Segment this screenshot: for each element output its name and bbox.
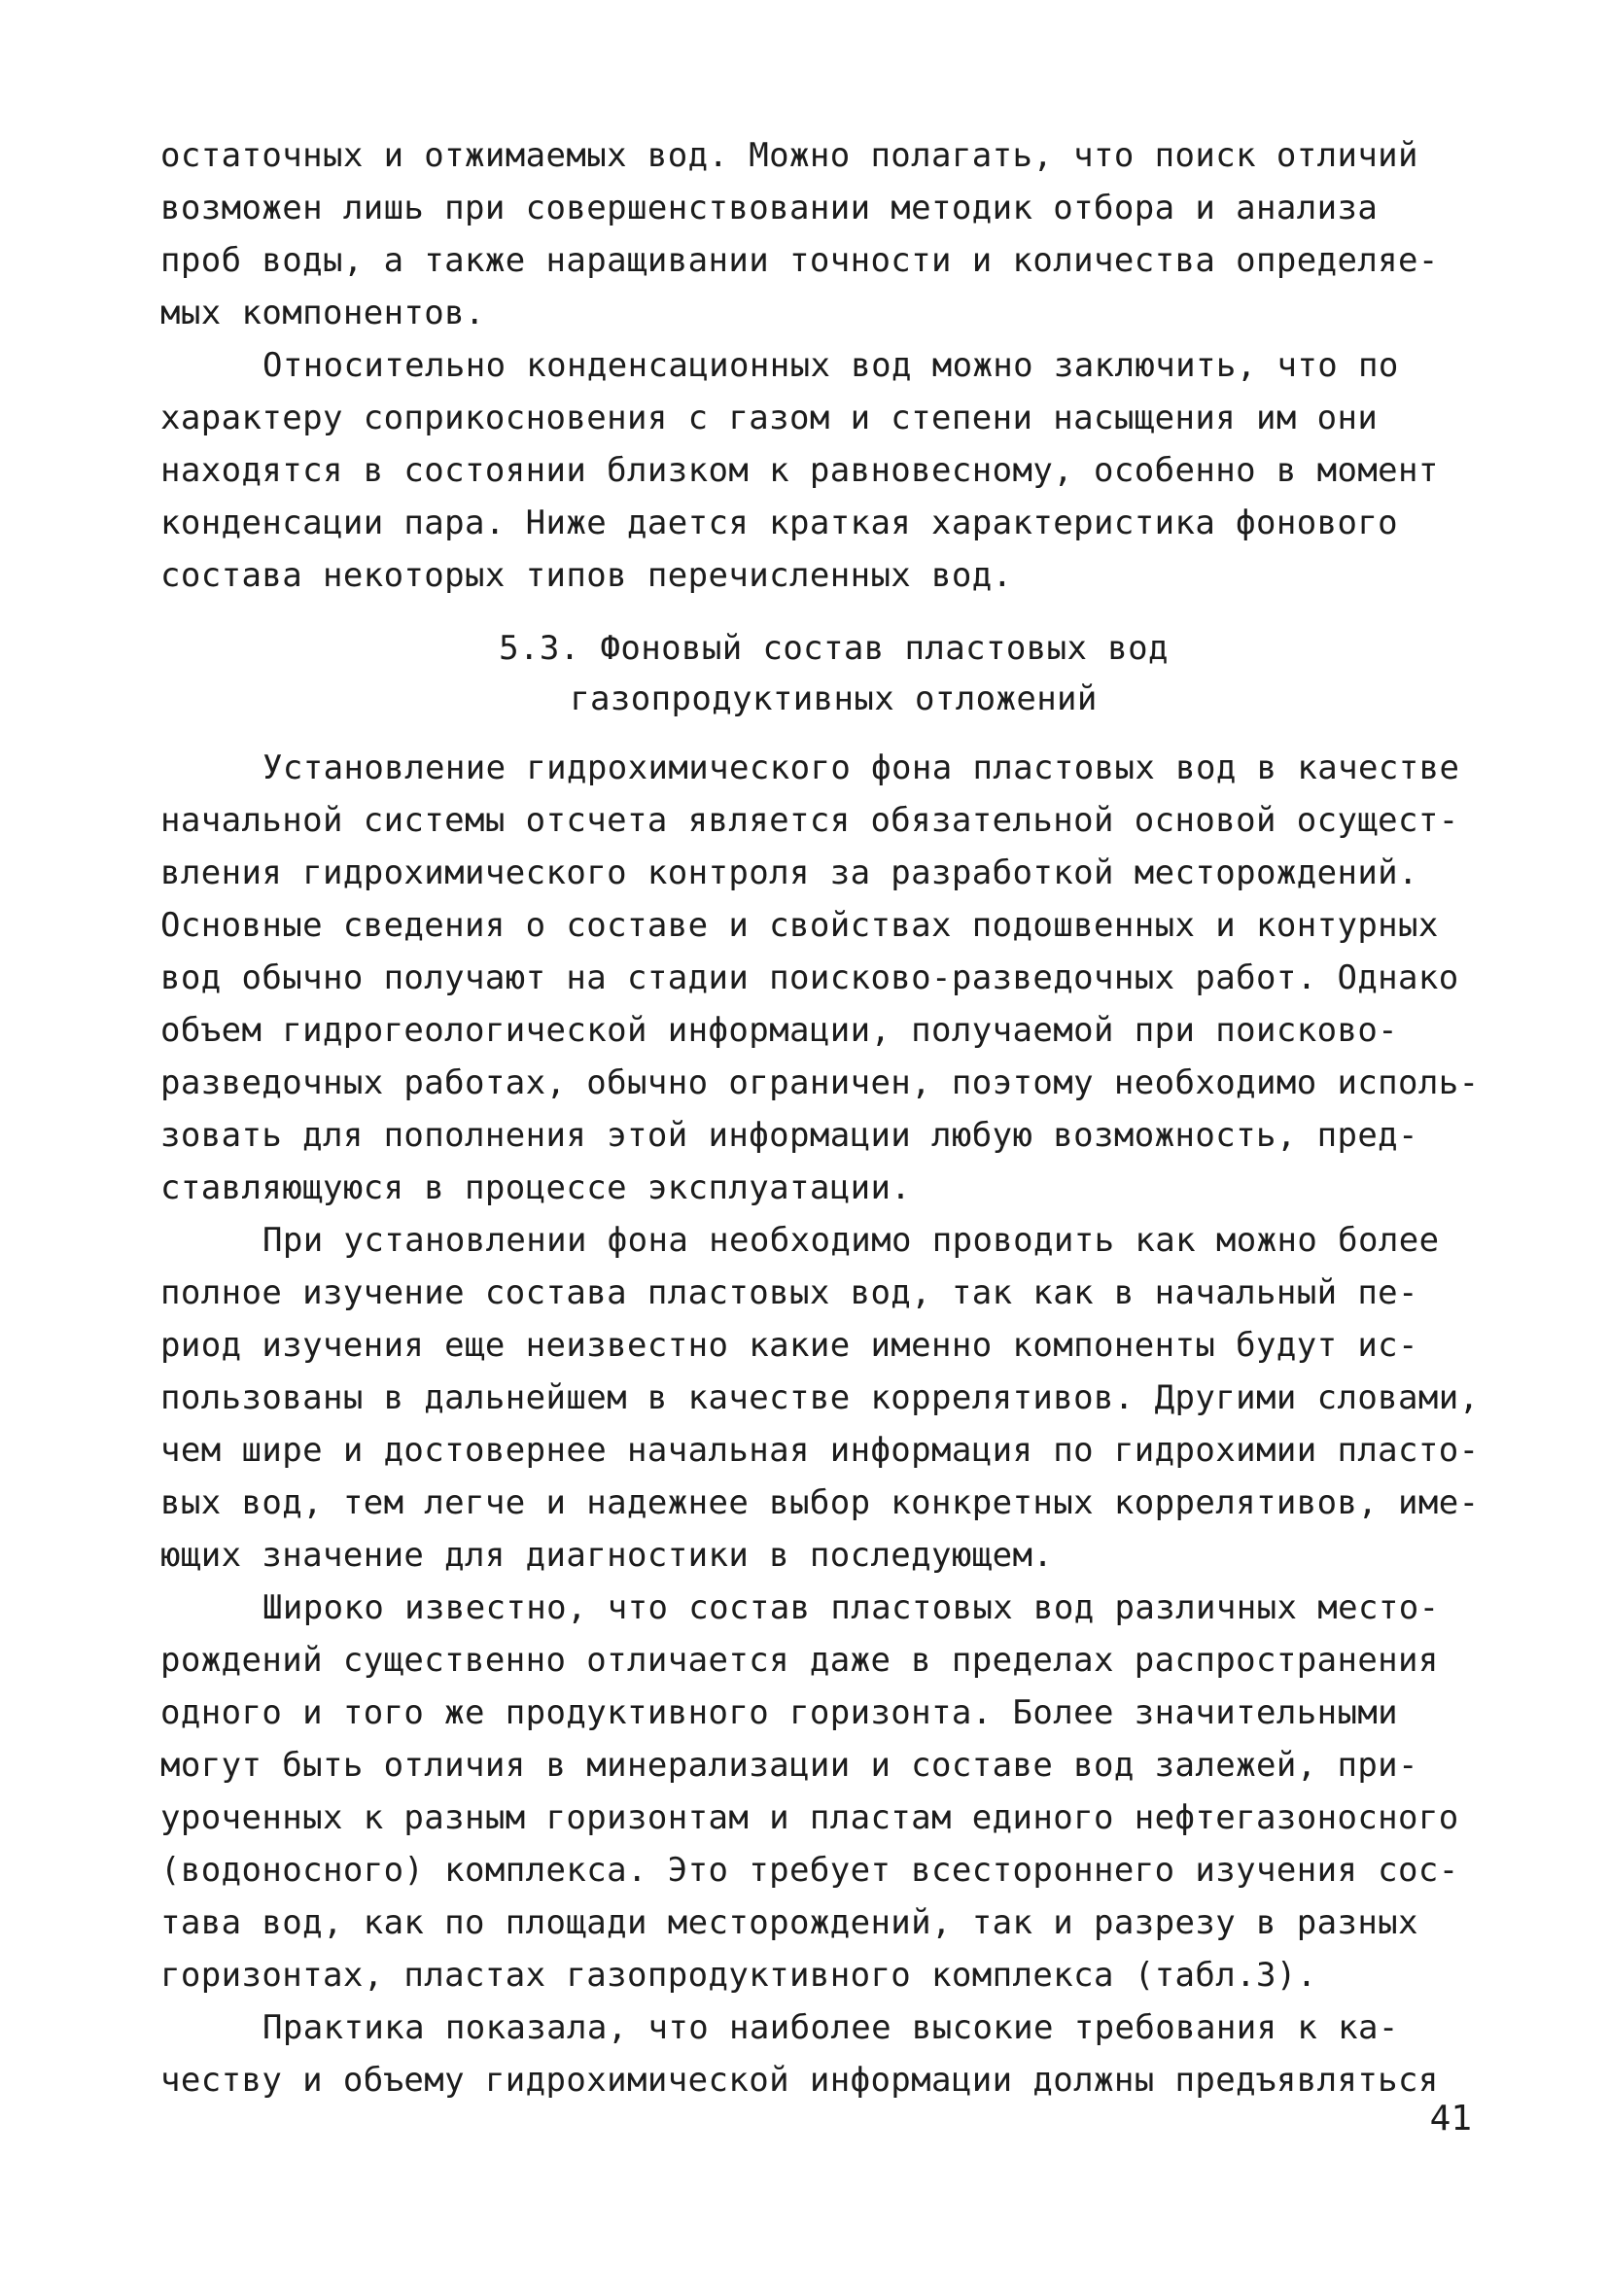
- text-line: При установлении фона необходимо проводить как можно более: [262, 1221, 1440, 1260]
- section-heading-line: 5.3. Фоновый состав пластовых вод: [499, 629, 1169, 668]
- text-line: рождений существенно отличается даже в пределах распространения: [160, 1641, 1439, 1680]
- text-line: мых компонентов.: [160, 294, 485, 332]
- text-line: конденсации пара. Ниже дается краткая характеристика фонового: [160, 504, 1399, 542]
- text-line: Широко известно, что состав пластовых вод различных место-: [262, 1588, 1440, 1627]
- text-line: уроченных к разным горизонтам и пластам единого нефтегазоносного: [160, 1798, 1459, 1837]
- page-number: 41: [1429, 2099, 1472, 2139]
- text-line: пользованы в дальнейшем в качестве коррелятивов. Другими словами,: [160, 1378, 1480, 1417]
- text-column: [160, 129, 1507, 2106]
- text-line: могут быть отличия в минерализации и составе вод залежей, при-: [160, 1746, 1418, 1785]
- text-line: полное изучение состава пластовых вод, так как в начальный пе-: [160, 1273, 1418, 1312]
- text-line: Практика показала, что наиболее высокие требования к ка-: [262, 2008, 1399, 2047]
- text-line: характеру соприкосновения с газом и степени насыщения им они: [160, 399, 1379, 437]
- paragraph: [160, 1214, 1507, 1582]
- intro-paragraph-tail: [160, 129, 1507, 339]
- text-line: объем гидрогеологической информации, получаемой при поисково-: [160, 1011, 1399, 1050]
- text-line: проб воды, а также наращивании точности и количества определяе-: [160, 241, 1439, 280]
- section-heading: [160, 623, 1507, 724]
- text-line: Основные сведения о составе и свойствах подошвенных и контурных: [160, 906, 1439, 945]
- text-line: находятся в состоянии близком к равновесному, особенно в момент: [160, 451, 1439, 490]
- text-line: (водоносного) комплекса. Это требует всестороннего изучения сос-: [160, 1851, 1459, 1890]
- text-line: остаточных и отжимаемых вод. Можно полагать, что поиск отличий: [160, 136, 1418, 175]
- text-line: риод изучения еще неизвестно какие именно компоненты будут ис-: [160, 1326, 1418, 1365]
- text-line: состава некоторых типов перечисленных вод.: [160, 556, 1013, 595]
- text-line: горизонтах, пластах газопродуктивного комплекса (табл.3).: [160, 1956, 1317, 1995]
- text-line: Относительно конденсационных вод можно заключить, что по: [262, 346, 1399, 385]
- paragraph: [160, 2001, 1507, 2106]
- text-line: разведочных работах, обычно ограничен, поэтому необходимо исполь-: [160, 1063, 1480, 1102]
- text-line: тава вод, как по площади месторождений, так и разрезу в разных: [160, 1903, 1418, 1942]
- text-line: честву и объему гидрохимической информации должны предъявляться: [160, 2061, 1439, 2100]
- text-line: Установление гидрохимического фона пластовых вод в качестве: [262, 748, 1460, 787]
- text-line: возможен лишь при совершенствовании методик отбора и анализа: [160, 189, 1379, 227]
- text-line: ющих значение для диагностики в последующем.: [160, 1536, 1054, 1575]
- text-line: одного и того же продуктивного горизонта. Более значительными: [160, 1693, 1399, 1732]
- text-line: вод обычно получают на стадии поисково-разведочных работ. Однако: [160, 958, 1459, 997]
- condensation-paragraph: [160, 339, 1507, 602]
- text-line: зовать для пополнения этой информации любую возможность, пред-: [160, 1116, 1418, 1155]
- section-heading-line: газопродуктивных отложений: [570, 679, 1098, 718]
- paragraph: [160, 1582, 1507, 2001]
- paragraph: [160, 742, 1507, 1214]
- text-line: чем шире и достовернее начальная информация по гидрохимии пласто-: [160, 1431, 1480, 1470]
- text-line: вления гидрохимического контроля за разработкой месторождений.: [160, 853, 1418, 892]
- text-line: начальной системы отсчета является обязательной основой осущест-: [160, 801, 1459, 840]
- text-line: ставляющуюся в процессе эксплуатации.: [160, 1168, 912, 1207]
- text-line: вых вод, тем легче и надежнее выбор конкретных коррелятивов, име-: [160, 1483, 1480, 1522]
